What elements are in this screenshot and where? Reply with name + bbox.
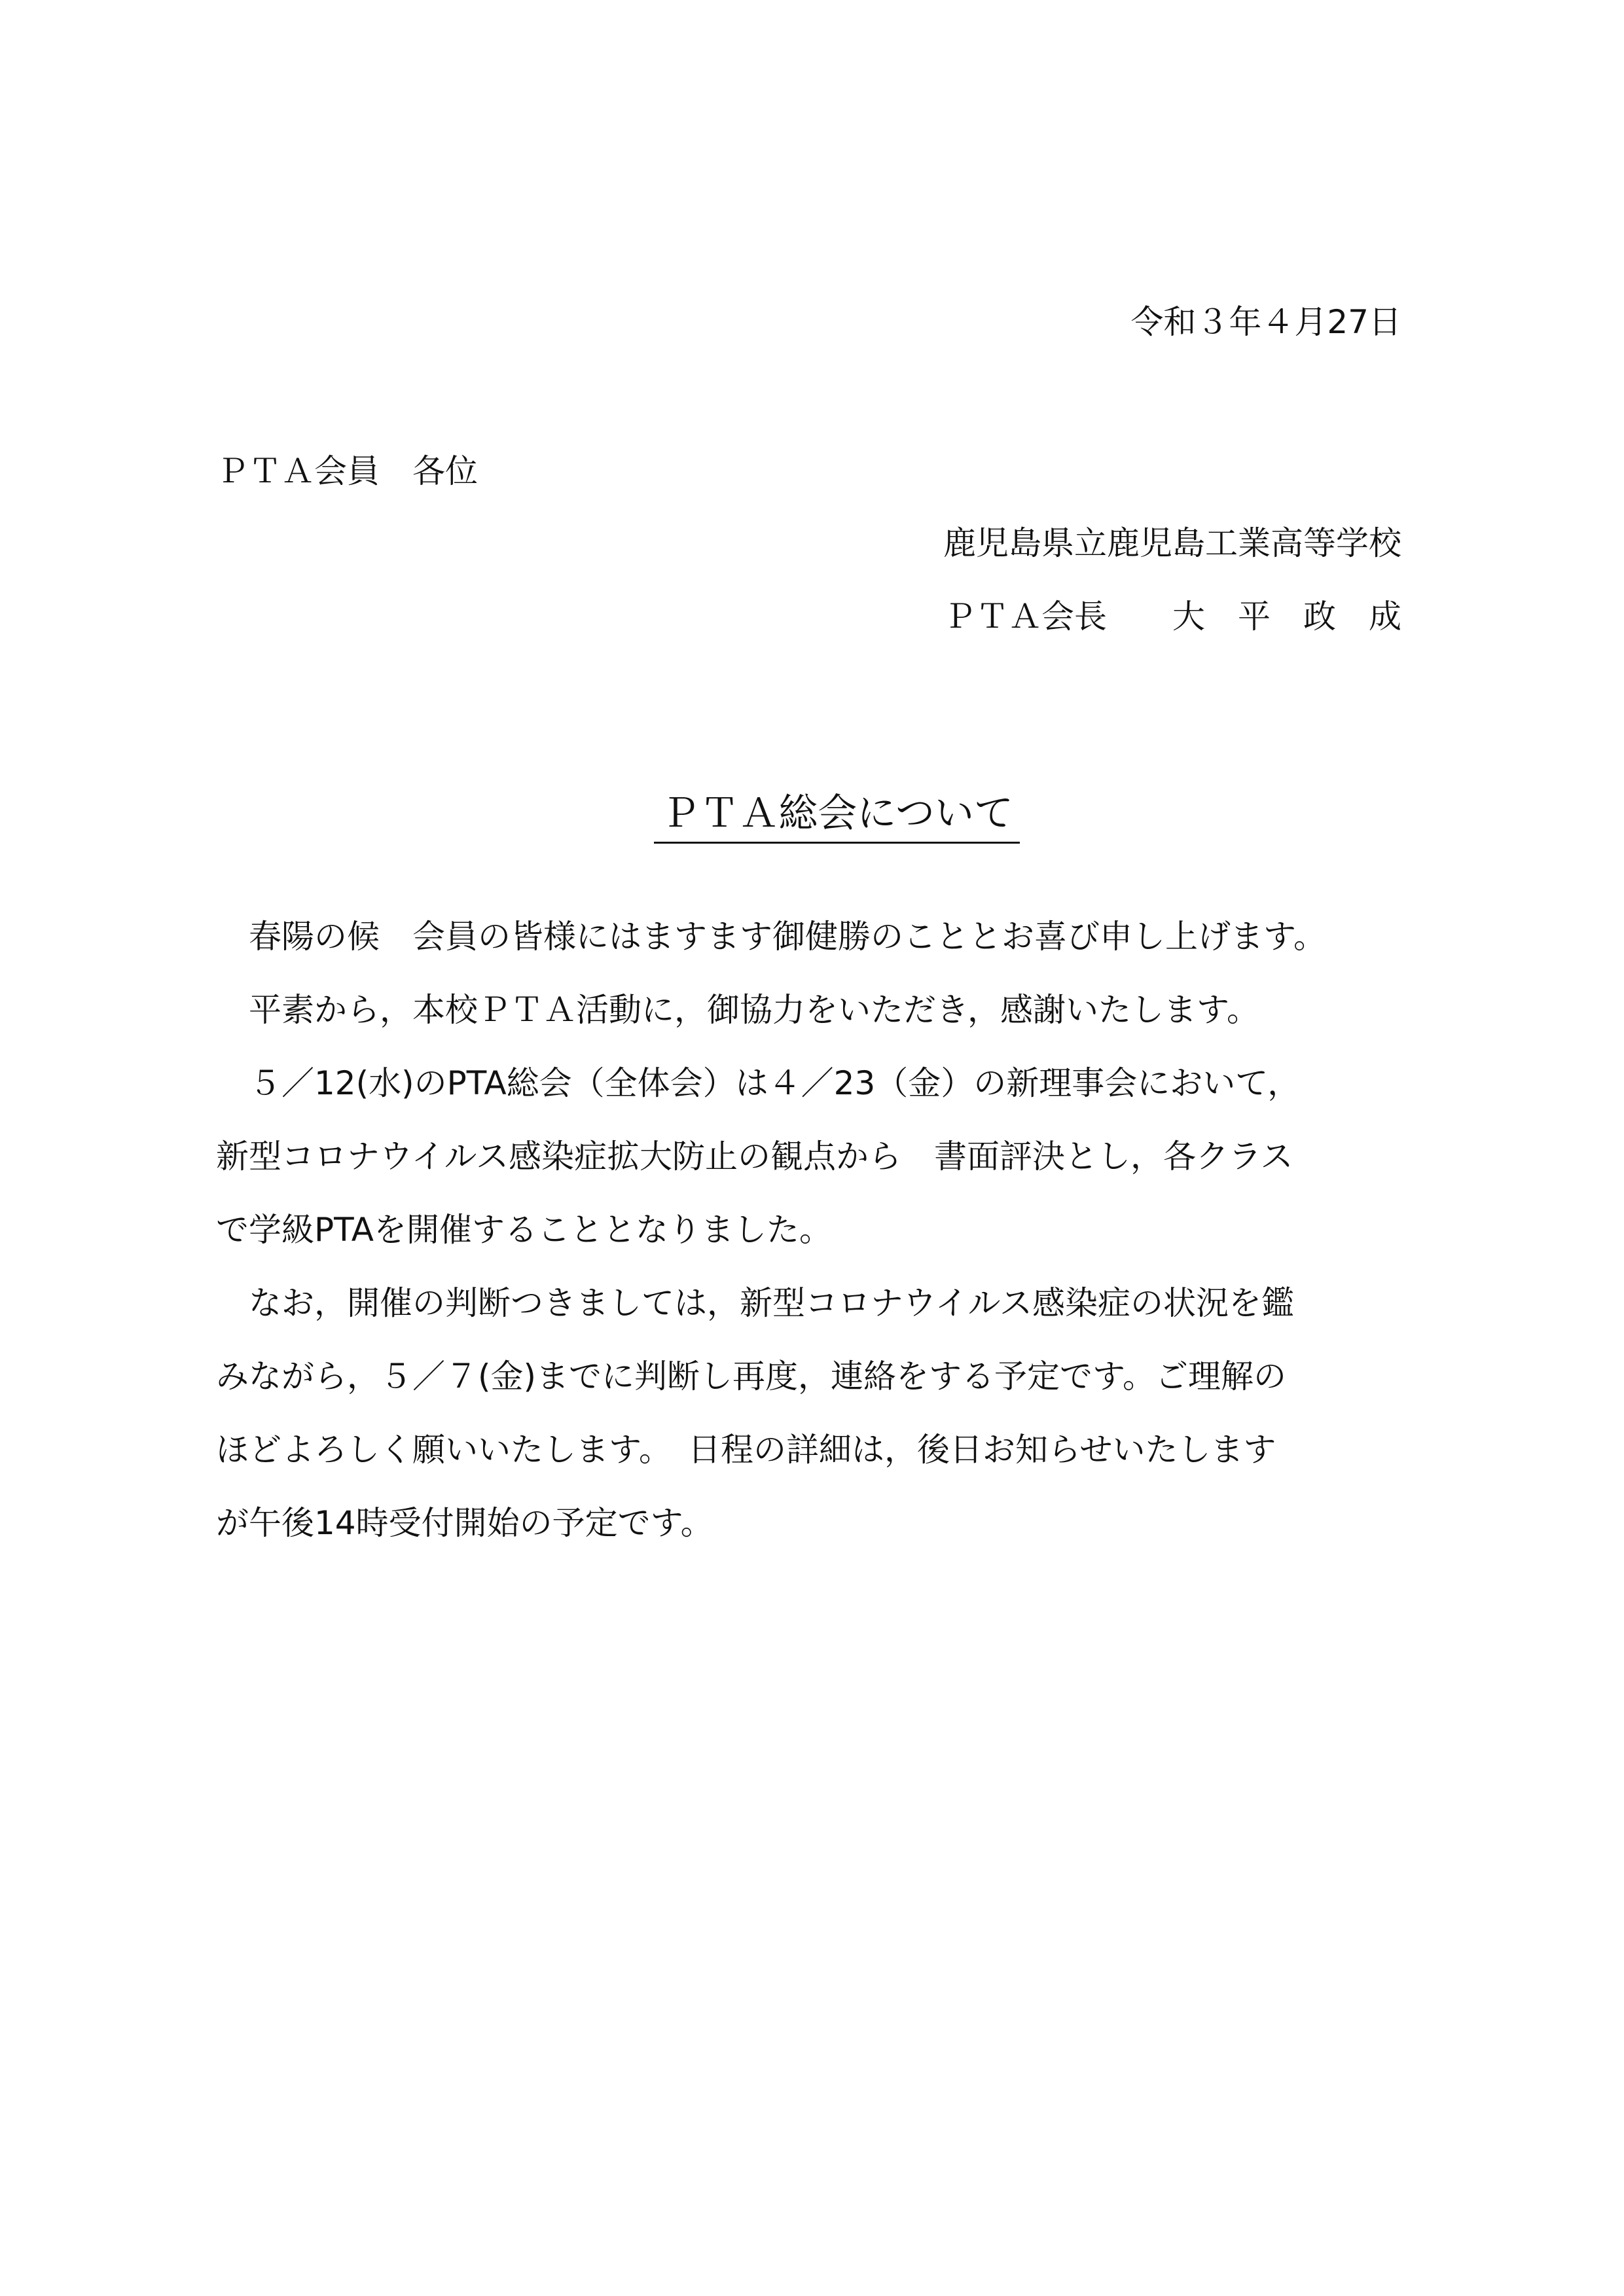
document-date: 令和３年４月27日 [1130, 303, 1401, 341]
addressee: ＰＴＡ会員 各位 [216, 452, 478, 490]
body-line: で学級PTAを開催することとなりました。 [216, 1211, 833, 1249]
body-line: 新型コロナウイルス感染症拡大防止の観点から 書面評決とし，各クラス [216, 1138, 1293, 1175]
body-line: みながら，５／７(金)までに判断し再度，連絡をする予定です。ご理解の [216, 1357, 1287, 1395]
body-line: なお，開催の判断つきましては，新型コロナウイルス感染症の状況を鑑 [216, 1284, 1294, 1322]
body-text [216, 900, 1407, 1560]
sender-president: ＰＴＡ会長 大 平 政 成 [943, 598, 1401, 636]
document-title: ＰＴＡ総会について [654, 791, 1020, 844]
document-title-wrapper [0, 745, 1624, 889]
body-line: 平素から，本校ＰＴＡ活動に，御協力をいただき，感謝いたします。 [216, 991, 1259, 1029]
body-line: が午後14時受付開始の予定です。 [216, 1504, 713, 1542]
body-line: ほどよろしく願いいたします。 日程の詳細は，後日お知らせいたします [216, 1431, 1276, 1469]
body-line: ５／12(水)のPTA総会（全体会）は４／23（金）の新理事会において， [216, 1064, 1301, 1102]
sender-school: 鹿児島県立鹿児島工業高等学校 [943, 524, 1401, 562]
body-line: 春陽の候 会員の皆様にはますます御健勝のこととお喜び申し上げます。 [216, 918, 1326, 956]
